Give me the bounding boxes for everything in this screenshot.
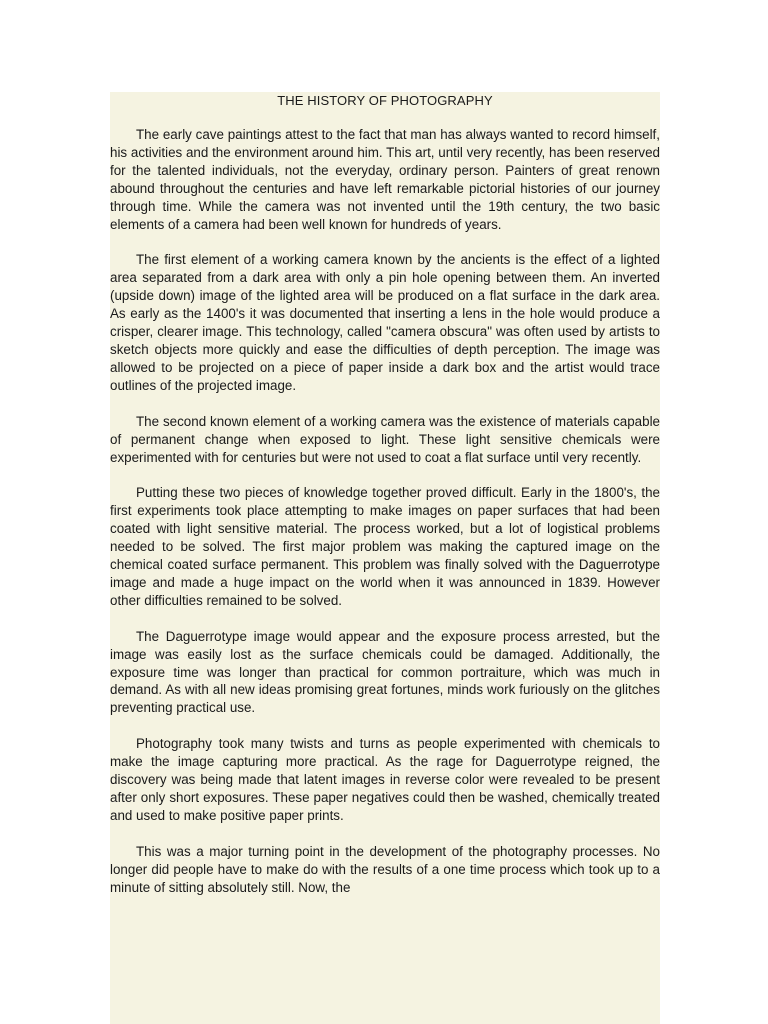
paragraph-1: The early cave paintings attest to the fact that man has always wanted to record himself, his activities and the environment around him. This art, until very recently, has been reserved for the talented individuals, not the everyday, ordinary person. Painters of great renown abound throughout the centuries and have left remarkable pictorial histories of our journey through time. While the camera was not invented until the 19th century, the two basic elements of a camera had been well known for hundreds of years. <box>110 127 660 232</box>
paragraph-5: The Daguerrotype image would appear and the exposure process arrested, but the image was easily lost as the surface chemicals could be damaged. Additionally, the exposure time was longer than practical for common portraiture, which was much in demand. As with all new ideas promising great fortunes, minds work furiously on the glitches preventing practical use. <box>110 628 660 716</box>
paragraph-2: The first element of a working camera known by the ancients is the effect of a lighted area separated from a dark area with only a pin hole opening between them. An inverted (upside down) image of the lighted area will be produced on a flat surface in the dark area. As early as the 1400's it was documented that inserting a lens in the hole would produce a crisper, clearer image. This technology, called "camera obscura" was often used by artists to sketch objects more quickly and ease the difficulties of depth perception. The image was allowed to be projected on a piece of paper inside a dark box and the artist would trace outlines of the projected image. <box>110 252 660 393</box>
document-title: THE HISTORY OF PHOTOGRAPHY <box>277 93 493 108</box>
paragraph-3: The second known element of a working camera was the existence of materials capable of permanent change when exposed to light. These light sensitive chemicals were experimented with for centuries but were not used to coat a flat surface until very recently. <box>110 413 660 465</box>
paragraph-4: Putting these two pieces of knowledge together proved difficult. Early in the 1800's, the first experiments took place attempting to make images on paper surfaces that had been coated with light sensitive material. The process worked, but a lot of logistical problems needed to be solved. The first major problem was making the captured image on the chemical coated surface permanent. This problem was finally solved with the Daguerrotype image and made a huge impact on the world when it was announced in 1839. However other difficulties remained to be solved. <box>110 485 660 608</box>
document-page <box>110 92 660 1024</box>
paragraph-6: Photography took many twists and turns as people experimented with chemicals to make the image capturing more practical. As the rage for Daguerrotype reigned, the discovery was being made that latent images in reverse color were revealed to be present after only short exposures. These paper negatives could then be washed, chemically treated and used to make positive paper prints. <box>110 736 660 823</box>
paragraph-7: This was a major turning point in the development of the photography processes. No longer did people have to make do with the results of a one time process which took up to a minute of sitting absolutely still. Now, the <box>110 843 660 895</box>
